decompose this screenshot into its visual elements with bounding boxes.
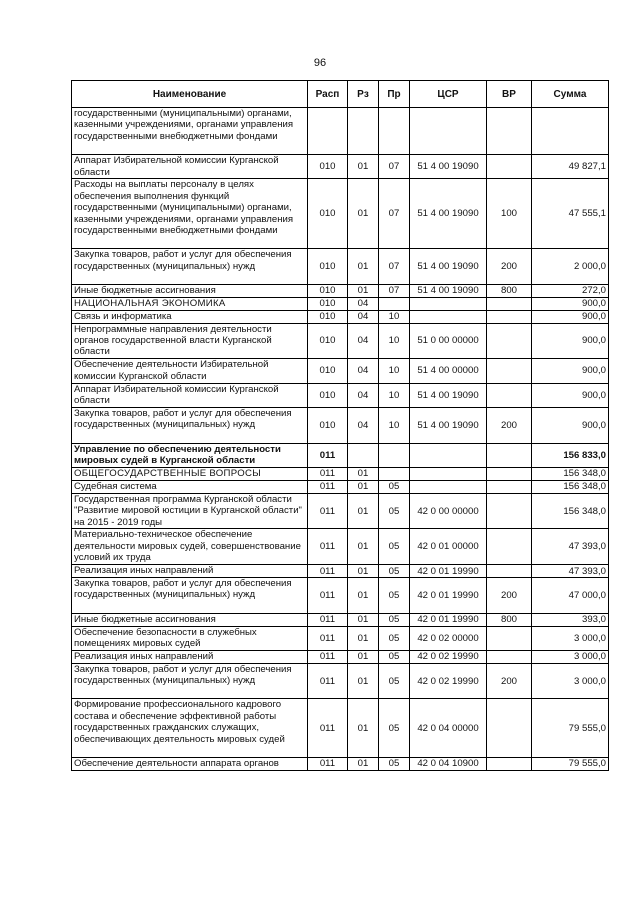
- cell-sum: 272,0: [532, 284, 609, 297]
- cell-sum: 900,0: [532, 297, 609, 310]
- cell-pr: 10: [379, 407, 410, 443]
- cell-csr: 51 4 00 19090: [410, 383, 487, 407]
- cell-rz: 04: [348, 407, 379, 443]
- cell-rz: 01: [348, 613, 379, 626]
- cell-rasp: 011: [308, 663, 348, 699]
- table-row: [72, 467, 609, 480]
- cell-pr: 10: [379, 383, 410, 407]
- cell-vr: [487, 155, 532, 179]
- cell-rz: 01: [348, 565, 379, 578]
- cell-rz: 01: [348, 626, 379, 650]
- cell-rz: 01: [348, 650, 379, 663]
- table-row: [72, 407, 609, 443]
- cell-pr: 07: [379, 179, 410, 249]
- table-row: [72, 565, 609, 578]
- cell-vr: 800: [487, 284, 532, 297]
- cell-csr: [410, 480, 487, 493]
- cell-pr: 05: [379, 757, 410, 770]
- cell-rasp: 011: [308, 650, 348, 663]
- cell-rz: 01: [348, 529, 379, 565]
- cell-rasp: 011: [308, 493, 348, 529]
- cell-vr: [487, 757, 532, 770]
- cell-sum: 900,0: [532, 310, 609, 323]
- header-rz: Рз: [348, 81, 379, 108]
- cell-rasp: 010: [308, 407, 348, 443]
- cell-name: Управление по обеспечению деятельности мировых судей в Курганской области: [72, 443, 308, 467]
- cell-csr: [410, 310, 487, 323]
- cell-name: Обеспечение деятельности Избирательной комиссии Курганской области: [72, 359, 308, 383]
- table-row: [72, 699, 609, 758]
- cell-sum: 156 833,0: [532, 443, 609, 467]
- cell-vr: [487, 650, 532, 663]
- cell-rz: 01: [348, 179, 379, 249]
- cell-name: Иные бюджетные ассигнования: [72, 284, 308, 297]
- cell-pr: 05: [379, 565, 410, 578]
- table-row: [72, 284, 609, 297]
- cell-pr: 05: [379, 650, 410, 663]
- header-sum: Сумма: [532, 81, 609, 108]
- cell-rasp: [308, 108, 348, 155]
- cell-rasp: 011: [308, 699, 348, 758]
- cell-sum: 3 000,0: [532, 626, 609, 650]
- cell-csr: 42 0 00 00000: [410, 493, 487, 529]
- cell-sum: 79 555,0: [532, 699, 609, 758]
- cell-csr: 42 0 01 19990: [410, 577, 487, 613]
- cell-rasp: 011: [308, 757, 348, 770]
- cell-rasp: 011: [308, 480, 348, 493]
- table-row: [72, 663, 609, 699]
- cell-rasp: 010: [308, 297, 348, 310]
- cell-sum: 3 000,0: [532, 663, 609, 699]
- cell-rasp: 010: [308, 249, 348, 285]
- cell-rz: [348, 443, 379, 467]
- cell-pr: 10: [379, 359, 410, 383]
- page-number: 96: [313, 57, 327, 69]
- cell-csr: 42 0 02 19990: [410, 663, 487, 699]
- header-rasp: Расп: [308, 81, 348, 108]
- cell-name: Непрограммные направления деятельности органов государственной власти Курганской области: [72, 323, 308, 359]
- table-row: [72, 529, 609, 565]
- cell-rz: 04: [348, 310, 379, 323]
- table-row: [72, 480, 609, 493]
- cell-csr: [410, 467, 487, 480]
- table-row: [72, 297, 609, 310]
- cell-name: Формирование профессионального кадрового состава и обеспечение эффективной работы государственных гражданских служащих, обеспечивающих деятельность мировых судей: [72, 699, 308, 758]
- cell-vr: [487, 626, 532, 650]
- cell-csr: 42 0 01 00000: [410, 529, 487, 565]
- cell-name: Обеспечение деятельности аппарата органов: [72, 757, 308, 770]
- cell-vr: [487, 529, 532, 565]
- cell-rasp: 010: [308, 310, 348, 323]
- cell-sum: 47 393,0: [532, 565, 609, 578]
- cell-pr: 07: [379, 249, 410, 285]
- cell-sum: 49 827,1: [532, 155, 609, 179]
- cell-pr: 05: [379, 663, 410, 699]
- cell-pr: 05: [379, 493, 410, 529]
- cell-pr: 05: [379, 577, 410, 613]
- cell-pr: 07: [379, 284, 410, 297]
- cell-csr: [410, 297, 487, 310]
- cell-name: Закупка товаров, работ и услуг для обеспечения государственных (муниципальных) нужд: [72, 249, 308, 285]
- cell-rasp: 010: [308, 155, 348, 179]
- cell-sum: 47 555,1: [532, 179, 609, 249]
- cell-rasp: 011: [308, 565, 348, 578]
- cell-sum: 79 555,0: [532, 757, 609, 770]
- cell-rz: [348, 108, 379, 155]
- cell-rasp: 011: [308, 626, 348, 650]
- header-name: Наименование: [72, 81, 308, 108]
- cell-csr: [410, 108, 487, 155]
- table-row: [72, 626, 609, 650]
- cell-rz: 01: [348, 699, 379, 758]
- cell-pr: 05: [379, 699, 410, 758]
- table-row: [72, 613, 609, 626]
- cell-vr: 200: [487, 407, 532, 443]
- cell-sum: 900,0: [532, 323, 609, 359]
- cell-vr: [487, 297, 532, 310]
- cell-sum: 2 000,0: [532, 249, 609, 285]
- cell-pr: 10: [379, 310, 410, 323]
- cell-pr: 05: [379, 480, 410, 493]
- cell-vr: [487, 323, 532, 359]
- cell-name: Государственная программа Курганской области "Развитие мировой юстиции в Курганской области" на 2015 - 2019 годы: [72, 493, 308, 529]
- cell-rz: 01: [348, 480, 379, 493]
- header-vr: ВР: [487, 81, 532, 108]
- cell-rz: 01: [348, 493, 379, 529]
- cell-csr: 42 0 01 19990: [410, 613, 487, 626]
- cell-rz: 04: [348, 383, 379, 407]
- cell-vr: 200: [487, 249, 532, 285]
- cell-pr: [379, 443, 410, 467]
- table-row: [72, 249, 609, 285]
- cell-vr: 800: [487, 613, 532, 626]
- table-row: [72, 757, 609, 770]
- cell-rasp: 011: [308, 467, 348, 480]
- cell-name: Расходы на выплаты персоналу в целях обеспечения выполнения функций государственными (муниципальными) органами, казенными учреждениями, органами управления государственными внебюджетными фондами: [72, 179, 308, 249]
- header-csr: ЦСР: [410, 81, 487, 108]
- cell-csr: [410, 443, 487, 467]
- cell-rasp: 011: [308, 613, 348, 626]
- table-row: [72, 155, 609, 179]
- cell-rz: 04: [348, 323, 379, 359]
- cell-rasp: 010: [308, 383, 348, 407]
- cell-vr: [487, 310, 532, 323]
- cell-sum: 3 000,0: [532, 650, 609, 663]
- cell-csr: 51 4 00 19090: [410, 284, 487, 297]
- cell-vr: [487, 467, 532, 480]
- cell-vr: [487, 443, 532, 467]
- table-row: [72, 577, 609, 613]
- cell-name: ОБЩЕГОСУДАРСТВЕННЫЕ ВОПРОСЫ: [72, 467, 308, 480]
- cell-pr: [379, 108, 410, 155]
- table-row: [72, 493, 609, 529]
- cell-pr: 07: [379, 155, 410, 179]
- cell-sum: 156 348,0: [532, 467, 609, 480]
- cell-csr: 51 4 00 19090: [410, 249, 487, 285]
- cell-vr: [487, 108, 532, 155]
- cell-name: Обеспечение безопасности в служебных помещениях мировых судей: [72, 626, 308, 650]
- table-body: [72, 108, 609, 771]
- cell-name: Реализация иных направлений: [72, 650, 308, 663]
- cell-rz: 01: [348, 467, 379, 480]
- cell-sum: 900,0: [532, 359, 609, 383]
- cell-csr: 42 0 04 00000: [410, 699, 487, 758]
- table-row: [72, 383, 609, 407]
- cell-vr: [487, 359, 532, 383]
- cell-sum: 47 000,0: [532, 577, 609, 613]
- cell-name: Связь и информатика: [72, 310, 308, 323]
- cell-name: Закупка товаров, работ и услуг для обеспечения государственных (муниципальных) нужд: [72, 577, 308, 613]
- cell-sum: 156 348,0: [532, 480, 609, 493]
- cell-pr: 05: [379, 613, 410, 626]
- cell-vr: [487, 699, 532, 758]
- cell-name: Реализация иных направлений: [72, 565, 308, 578]
- table-row: [72, 650, 609, 663]
- cell-rz: 01: [348, 663, 379, 699]
- cell-rasp: 010: [308, 179, 348, 249]
- cell-rz: 04: [348, 297, 379, 310]
- cell-vr: 100: [487, 179, 532, 249]
- header-pr: Пр: [379, 81, 410, 108]
- cell-vr: [487, 493, 532, 529]
- budget-table: [71, 80, 609, 771]
- cell-rasp: 010: [308, 359, 348, 383]
- cell-sum: 393,0: [532, 613, 609, 626]
- cell-name: Аппарат Избирательной комиссии Курганской области: [72, 155, 308, 179]
- cell-name: Материально-техническое обеспечение деятельности мировых судей, совершенствование условий их труда: [72, 529, 308, 565]
- table-row: [72, 310, 609, 323]
- cell-csr: 51 4 00 19090: [410, 407, 487, 443]
- cell-sum: [532, 108, 609, 155]
- cell-csr: 42 0 04 10900: [410, 757, 487, 770]
- cell-rz: 01: [348, 284, 379, 297]
- cell-vr: 200: [487, 663, 532, 699]
- cell-rz: 04: [348, 359, 379, 383]
- cell-name: государственными (муниципальными) органами, казенными учреждениями, органами управления государственными внебюджетными фондами: [72, 108, 308, 155]
- table-row: [72, 108, 609, 155]
- cell-rasp: 010: [308, 323, 348, 359]
- cell-rasp: 011: [308, 529, 348, 565]
- cell-sum: 900,0: [532, 407, 609, 443]
- cell-vr: [487, 383, 532, 407]
- cell-rz: 01: [348, 757, 379, 770]
- cell-csr: 42 0 02 00000: [410, 626, 487, 650]
- table-row: [72, 323, 609, 359]
- cell-pr: [379, 467, 410, 480]
- cell-rz: 01: [348, 155, 379, 179]
- cell-name: Аппарат Избирательной комиссии Курганской области: [72, 383, 308, 407]
- cell-name: Иные бюджетные ассигнования: [72, 613, 308, 626]
- cell-vr: 200: [487, 577, 532, 613]
- cell-name: Закупка товаров, работ и услуг для обеспечения государственных (муниципальных) нужд: [72, 663, 308, 699]
- cell-pr: 10: [379, 323, 410, 359]
- cell-csr: 42 0 01 19990: [410, 565, 487, 578]
- cell-rz: 01: [348, 249, 379, 285]
- cell-csr: 51 4 00 19090: [410, 179, 487, 249]
- cell-rasp: 011: [308, 443, 348, 467]
- cell-pr: [379, 297, 410, 310]
- cell-vr: [487, 480, 532, 493]
- cell-rasp: 010: [308, 284, 348, 297]
- cell-pr: 05: [379, 529, 410, 565]
- cell-rasp: 011: [308, 577, 348, 613]
- cell-csr: 51 4 00 00000: [410, 359, 487, 383]
- cell-sum: 47 393,0: [532, 529, 609, 565]
- cell-csr: 51 0 00 00000: [410, 323, 487, 359]
- cell-rz: 01: [348, 577, 379, 613]
- cell-sum: 900,0: [532, 383, 609, 407]
- table-row: [72, 443, 609, 467]
- table-header-row: [72, 81, 609, 108]
- cell-csr: 42 0 02 19990: [410, 650, 487, 663]
- cell-csr: 51 4 00 19090: [410, 155, 487, 179]
- table-row: [72, 179, 609, 249]
- cell-name: Судебная система: [72, 480, 308, 493]
- cell-pr: 05: [379, 626, 410, 650]
- cell-name: НАЦИОНАЛЬНАЯ ЭКОНОМИКА: [72, 297, 308, 310]
- cell-name: Закупка товаров, работ и услуг для обеспечения государственных (муниципальных) нужд: [72, 407, 308, 443]
- cell-sum: 156 348,0: [532, 493, 609, 529]
- table-row: [72, 359, 609, 383]
- cell-vr: [487, 565, 532, 578]
